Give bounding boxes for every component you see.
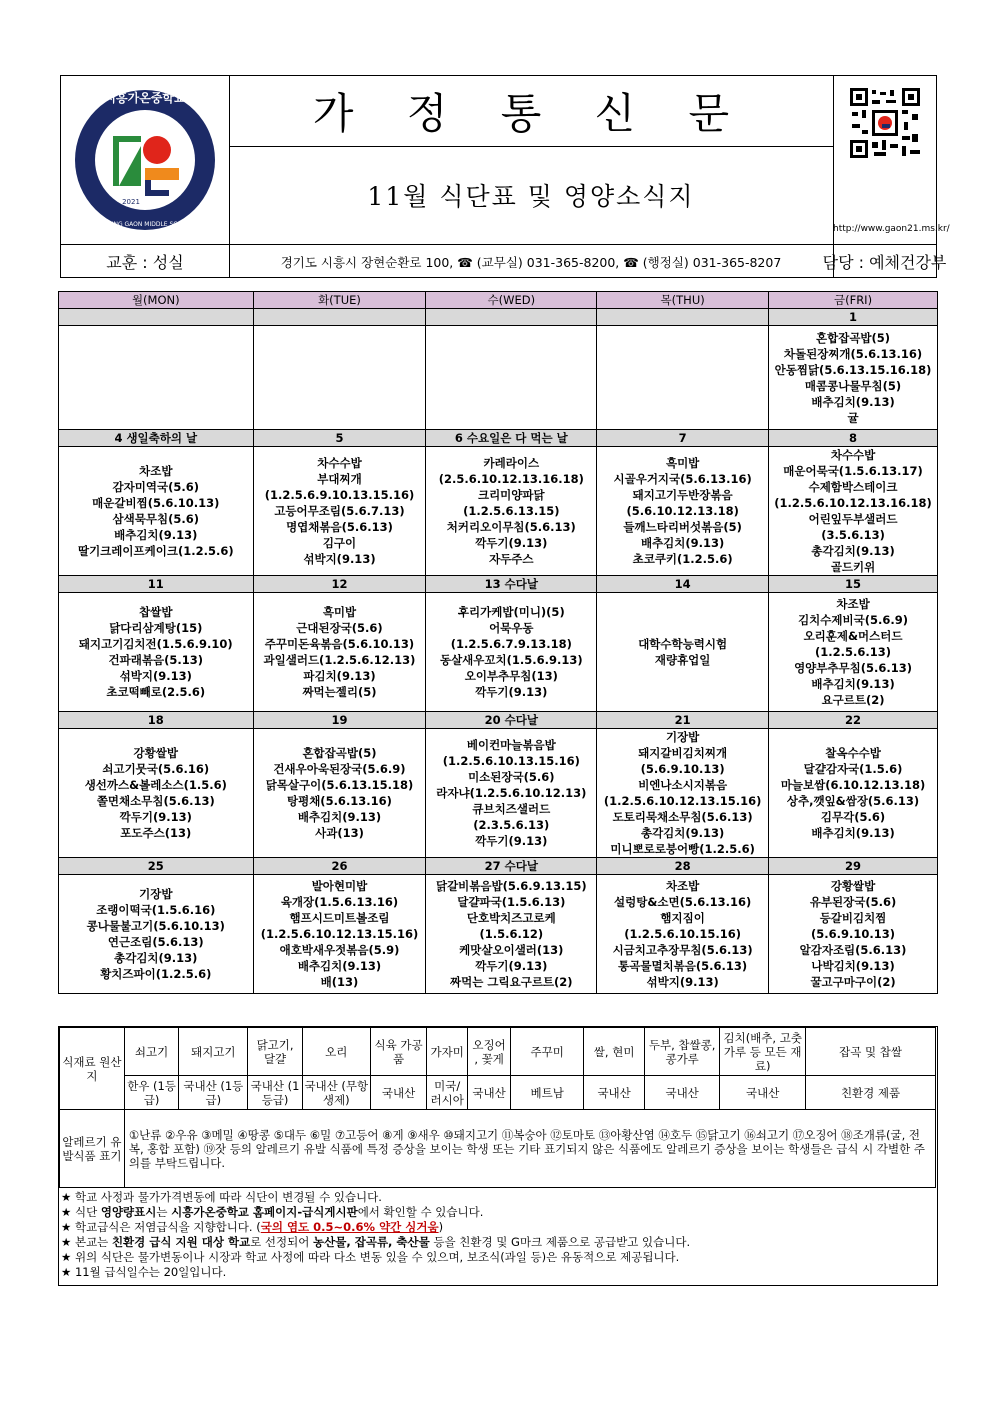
origin-name-row (60, 1028, 936, 1076)
date-cell: 19 (253, 712, 426, 729)
note-item (61, 1235, 931, 1250)
menu-item: 비엔나소시지볶음 (638, 778, 728, 792)
menu-item: 매운갈비찜(5.6.10.13) (92, 496, 220, 510)
meal-cell (426, 593, 597, 712)
menu-item: 총각김치(9.13) (114, 951, 198, 965)
menu-item: 영양부추무침(5.6.13) (794, 661, 912, 675)
menu-item: 배추김치(9.13) (640, 536, 725, 550)
date-cell: 21 (597, 712, 769, 729)
date-cell: 20 수다날 (426, 712, 597, 729)
menu-item: 설렁탕&소면(5.6.13.16) (614, 895, 752, 909)
menu-item: 달걀감자국(1.5.6) (803, 762, 903, 776)
origin-item-name: 돼지고기 (179, 1028, 248, 1076)
origin-item-name: 김치(배추, 고춧가루 등 모든 재료) (720, 1028, 806, 1076)
menu-item: 파김치(9.13) (303, 669, 376, 683)
menu-item: 수제함박스테이크 (808, 480, 898, 494)
meal-cell (597, 593, 769, 712)
menu-item: (1.2.5.6.10.12.13.15.16) (603, 794, 762, 808)
menu-item: 미소된장국(5.6) (468, 770, 555, 784)
department-in-charge: 담당 : 예체건강부 (822, 253, 947, 272)
menu-item: (1.2.5.6.9.10.13.15.16) (264, 488, 415, 502)
menu-item: 미니뽀로로붕어빵(1.2.5.6) (610, 842, 755, 856)
meal-cell (59, 593, 254, 712)
menu-item: 명엽채볶음(5.6.13) (286, 520, 393, 534)
origin-item-name: 두부, 찹쌀콩, 콩가루 (644, 1028, 719, 1076)
menu-item: 차수수밥 (830, 448, 876, 462)
date-cell: 6 수요일은 다 먹는 날 (426, 430, 597, 447)
meal-cell (769, 326, 938, 430)
meal-cell (426, 875, 597, 994)
date-cell: 13 수다날 (426, 576, 597, 593)
date-row (59, 858, 938, 875)
menu-item: 짜먹는젤리(5) (302, 685, 377, 699)
menu-item: 매콤콩나물무침(5) (804, 378, 902, 393)
menu-item: 처커리오이무침(5.6.13) (446, 520, 576, 534)
note-bold: 친환경 급식 지원 대상 학교 (111, 1235, 251, 1249)
menu-item: (1.2.5.6.10.15.16) (624, 927, 742, 941)
origin-item-value: 한우 (1등급) (124, 1076, 178, 1110)
menu-item: 돼지고기김치전(1.5.6.9.10) (78, 637, 233, 651)
menu-item: 돼지고기두반장볶음 (632, 488, 733, 502)
menu-item: 연근조림(5.6.13) (107, 935, 204, 949)
menu-item: 햄프시드미트볼조림 (289, 911, 390, 925)
menu-item: 차수수밥 (317, 456, 362, 470)
origin-item-value: 국내산 (584, 1076, 645, 1110)
date-cell (426, 309, 597, 326)
origin-item-value: 베트남 (511, 1076, 584, 1110)
menu-item: 혼합잡곡밥(5) (816, 330, 891, 345)
logo-ring-text: 시흥가온중학교 (104, 91, 186, 105)
meal-cell (59, 326, 254, 430)
origin-item-name: 닭고기, 달걀 (248, 1028, 302, 1076)
menu-item: 깍두기(9.13) (475, 685, 548, 699)
menu-item: (1.2.5.6.13.15) (463, 504, 560, 518)
menu-item: 라자냐(1.2.5.6.10.12.13) (436, 786, 587, 800)
page-title: 가 정 통 신 문 (229, 76, 833, 147)
note-text: 로 선정되어 (250, 1235, 314, 1249)
meal-cell (426, 729, 597, 858)
menu-item: 주꾸미돈육볶음(5.6.10.13) (264, 637, 415, 651)
menu-item: 통곡물멸치볶음(5.6.13) (618, 959, 748, 973)
menu-item: 강황쌀밥 (133, 746, 178, 760)
menu-item: 삼색묵무침(5.6) (112, 512, 199, 526)
menu-item: (1.2.5.6.10.12.13.16.18) (774, 496, 932, 510)
menu-item: 딸기크레이프케이크(1.2.5.6) (77, 544, 234, 558)
menu-item: 햄지짐이 (660, 911, 705, 925)
date-cell: 18 (59, 712, 254, 729)
menu-item: 등갈비김치찜 (819, 911, 887, 925)
salt-note: 국의 염도 0.5~0.6% 약간 싱거움 (260, 1220, 439, 1234)
school-motto: 교훈 : 성실 (61, 245, 230, 278)
meal-cell (253, 326, 426, 430)
date-row (59, 430, 938, 447)
menu-item: 사과(13) (315, 826, 364, 840)
menu-item: 어린잎두부샐러드 (808, 512, 898, 526)
menu-item: 차돌된장찌개(5.6.13.16) (783, 346, 923, 361)
homepage-url[interactable]: http://www.gaon21.ms.kr/ (833, 224, 950, 234)
date-cell (253, 309, 426, 326)
menu-item: 오이부추무침(13) (464, 669, 558, 683)
note-bold: 시흥가온중학교 홈페이지-급식게시판 (171, 1205, 358, 1219)
meal-cell (597, 729, 769, 858)
origin-item-name: 오징어 , 꽃게 (468, 1028, 511, 1076)
menu-item: 마늘보쌈(6.10.12.13.18) (780, 778, 926, 792)
title-cell (229, 76, 834, 244)
menu-item: 베이컨마늘볶음밥 (466, 738, 556, 752)
note-item: ★ 11월 급식일수는 20일입니다. (61, 1265, 227, 1279)
menu-item: 단호박치즈고로케 (466, 911, 556, 925)
menu-item: 육개장(1.5.6.13.16) (280, 895, 399, 909)
menu-item: 동살새우꼬치(1.5.6.9.13) (439, 653, 583, 667)
menu-item: 찰옥수수밥 (825, 746, 881, 760)
meal-cell (769, 593, 938, 712)
menu-item: 건새우아욱된장국(5.6.9) (273, 762, 406, 776)
menu-item: 배추김치(9.13) (297, 959, 382, 973)
menu-item: 감자미역국(5.6) (112, 480, 199, 494)
weekday-header: 수(WED) (426, 292, 597, 309)
origin-label: 식재료 원산지 (60, 1028, 125, 1110)
notes-list (61, 1190, 931, 1280)
origin-item-name: 주꾸미 (511, 1028, 584, 1076)
menu-item: 섞박지(9.13) (303, 552, 376, 566)
meal-row (59, 729, 938, 858)
menu-item: 상추,깻잎&쌈장(5.6.13) (786, 794, 920, 808)
school-address: 경기도 시흥시 장현순환로 100, ☎ (교무실) 031-365-8200, ☎ (행정실) 031-365-8207 (229, 245, 834, 278)
menu-item: 김구이 (322, 536, 357, 550)
logo-year: 2021 (122, 198, 140, 206)
logo-cell (61, 76, 230, 244)
menu-item: 배추김치(9.13) (811, 394, 895, 409)
menu-item: 도토리묵채소무침(5.6.13) (612, 810, 753, 824)
info-row (61, 244, 947, 278)
origin-value-row (60, 1076, 936, 1110)
meal-cell (253, 875, 426, 994)
meal-cell (426, 447, 597, 576)
menu-item: 차조밥 (139, 464, 173, 478)
menu-item: 부대찌개 (317, 472, 362, 486)
menu-item: 포도주스(13) (120, 826, 192, 840)
allergy-list: ①난류 ②우유 ③메밀 ④땅콩 ⑤대두 ⑥밀 ⑦고등어 ⑧게 ⑨새우 ⑩돼지고기 ⑪복숭아 ⑫토마토 ⑬아황산염 ⑭호두 ⑮닭고기 ⑯쇠고기 ⑰오징어 ⑱조개류(굴, 전복, 홍합 포함) ⑲잣 등의 알레르기 유발 식품에 특정 증상을 보이는 학생 또는 기타 표기되지 않은 식품에도 알레르기 증상을 보이는 학생들은 급식 시 각별한 주의를 부탁드립니다. (124, 1110, 935, 1188)
menu-item: 건파래볶음(5.13) (108, 653, 203, 667)
menu-item: (1.2.5.6.13) (815, 645, 892, 659)
menu-item: 꿀고구마구이(2) (810, 975, 896, 989)
menu-item: 차조밥 (836, 597, 870, 611)
date-cell: 12 (253, 576, 426, 593)
note-text: ★ 본교는 (61, 1235, 112, 1249)
menu-item: 강황쌀밥 (830, 879, 876, 893)
menu-item: (1.2.5.6.10.13.15.16) (442, 754, 580, 768)
date-cell: 8 (769, 430, 938, 447)
weekday-header: 화(TUE) (253, 292, 426, 309)
date-cell (59, 309, 254, 326)
menu-item: 섞박지(9.13) (119, 669, 192, 683)
origin-item-name: 오리 (302, 1028, 370, 1076)
menu-item: (1.5.6.12) (479, 927, 544, 941)
menu-item: 닭다리삼계탕(15) (109, 621, 203, 635)
menu-item: 깍두기(9.13) (475, 834, 548, 848)
origin-allergy-box (58, 1026, 938, 1286)
menu-item: 재량휴업일 (654, 653, 711, 667)
menu-item: 나박김치(9.13) (811, 959, 895, 973)
menu-item: 흑미밥 (665, 456, 700, 470)
date-cell: 14 (597, 576, 769, 593)
weekday-header: 월(MON) (59, 292, 254, 309)
origin-item-name: 쌀, 현미 (584, 1028, 645, 1076)
note-item: ★ 위의 식단은 물가변동이나 시장과 학교 사정에 따라 다소 변동 있을 수 있으며, 보조식(과일 등)은 유동적으로 제공됩니다. (61, 1250, 680, 1264)
menu-item: 후리가케밥(미니)(5) (457, 605, 565, 619)
menu-item: 시골우거지국(5.6.13.16) (613, 472, 752, 486)
date-cell: 11 (59, 576, 254, 593)
menu-item: 찹쌀밥 (139, 605, 173, 619)
menu-item: 안동찜닭(5.6.13.15.16.18) (774, 362, 932, 377)
origin-table (59, 1027, 936, 1188)
origin-item-value: 국내산 (468, 1076, 511, 1110)
meal-cell (59, 875, 254, 994)
allergy-label: 알레르기 유발식품 표기 (60, 1110, 125, 1188)
menu-item: 기장밥 (665, 730, 700, 744)
menu-item: 대학수학능력시험 (638, 637, 728, 651)
origin-item-value: 국내산 (644, 1076, 719, 1110)
note-text: ★ 학교급식은 저염급식을 지향합니다. ( (61, 1220, 261, 1234)
qr-code-icon (850, 88, 920, 158)
menu-item: 요구르트(2) (821, 693, 885, 707)
menu-item: 크리미양파닭 (477, 488, 545, 502)
menu-item: 돼지갈비김치찌개 (638, 746, 728, 760)
menu-item: 탕평채(5.6.13.16) (286, 794, 392, 808)
meal-row (59, 593, 938, 712)
menu-item: 깍두기(9.13) (119, 810, 192, 824)
menu-item: 초코쿠키(1.2.5.6) (632, 552, 733, 566)
menu-item: 카레라이스 (483, 456, 540, 470)
menu-item: 근대된장국(5.6) (296, 621, 383, 635)
date-cell: 5 (253, 430, 426, 447)
origin-item-name: 잡곡 및 찹쌀 (806, 1028, 936, 1076)
menu-item: (1.2.5.6.7.9.13.18) (450, 637, 572, 651)
menu-item: 오리훈제&머스터드 (803, 629, 903, 643)
origin-item-value: 국내산 (1등급) (248, 1076, 302, 1110)
menu-item: (5.6.10.12.13.18) (626, 504, 739, 518)
origin-item-name: 식육 가공품 (370, 1028, 427, 1076)
note-text: ) (438, 1220, 444, 1234)
menu-item: 귤 (847, 410, 859, 425)
meal-row (59, 326, 938, 430)
origin-item-name: 쇠고기 (124, 1028, 178, 1076)
menu-item: 과일샐러드(1.2.5.6.12.13) (263, 653, 416, 667)
date-cell: 29 (769, 858, 938, 875)
header-box (60, 75, 950, 278)
logo-eng-text: SIHEUNG GAON MIDDLE SCHOOL (95, 221, 195, 228)
date-cell: 26 (253, 858, 426, 875)
menu-item: (1.2.5.6.10.12.13.15.16) (260, 927, 419, 941)
weekday-header: 목(THU) (597, 292, 769, 309)
note-item (61, 1220, 931, 1235)
origin-item-value: 국내산 (무항생제) (302, 1076, 370, 1110)
menu-item: 닭목살구이(5.6.13.15.18) (265, 778, 414, 792)
menu-item: 골드키위 (830, 560, 876, 574)
menu-item: 배추김치(9.13) (811, 826, 895, 840)
menu-item: 짜먹는 그릭요구르트(2) (450, 975, 573, 989)
note-text: 등을 친환경 및 G마크 제품으로 공급받고 있습니다. (429, 1235, 691, 1249)
date-cell: 1 (769, 309, 938, 326)
menu-item: 알감자조림(5.6.13) (799, 943, 907, 957)
menu-item: 쇠고기뭇국(5.6.16) (102, 762, 210, 776)
meal-cell (769, 729, 938, 858)
menu-item: 매운어묵국(1.5.6.13.17) (783, 464, 923, 478)
meal-cell (769, 447, 938, 576)
menu-item: 시금치고추장무침(5.6.13) (612, 943, 753, 957)
meal-row (59, 447, 938, 576)
menu-item: 콩나물불고기(5.6.10.13) (86, 919, 225, 933)
origin-item-value: 친환경 제품 (806, 1076, 936, 1110)
origin-item-name: 가자미 (427, 1028, 468, 1076)
meal-cell (597, 875, 769, 994)
menu-item: 기장밥 (139, 887, 173, 901)
menu-item: (5.6.9.10.13) (811, 927, 896, 941)
menu-item: 달걀파국(1.5.6.13) (457, 895, 566, 909)
meal-cell (597, 447, 769, 576)
meal-cell (769, 875, 938, 994)
date-cell: 4 생일축하의 날 (59, 430, 254, 447)
origin-item-value: 국내산 (720, 1076, 806, 1110)
weekday-header-row (59, 292, 938, 309)
note-bold: 영양량표시 (100, 1205, 157, 1219)
menu-item: 들깨느타리버섯볶음(5) (623, 520, 742, 534)
date-row (59, 309, 938, 326)
qr-cell (833, 76, 950, 244)
note-bold: 농산물, 잡곡류, 축산물 (313, 1235, 430, 1249)
menu-body (59, 309, 938, 994)
menu-item: 어묵우동 (489, 621, 534, 635)
menu-item: 배추김치(9.13) (114, 528, 198, 542)
date-cell: 28 (597, 858, 769, 875)
menu-item: 혼합잡곡밥(5) (302, 746, 377, 760)
menu-item: (5.6.9.10.13) (640, 762, 725, 776)
menu-item: 케맛살오이샐러(13) (459, 943, 564, 957)
note-text: 는 (156, 1205, 172, 1219)
origin-item-value: 미국/ 러시아 (427, 1076, 468, 1110)
menu-item: 흑미밥 (322, 605, 357, 619)
menu-item: 황치즈파이(1.2.5.6) (100, 967, 212, 981)
date-cell: 27 수다날 (426, 858, 597, 875)
allergy-row (60, 1110, 936, 1188)
menu-item: 쫄면채소무침(5.6.13) (96, 794, 215, 808)
menu-item: 고등어무조림(5.6.7.13) (274, 504, 405, 518)
menu-item: 깍두기(9.13) (475, 959, 548, 973)
note-text: 에서 확인할 수 있습니다. (357, 1205, 484, 1219)
date-cell (597, 309, 769, 326)
origin-item-value: 국내산 (370, 1076, 427, 1110)
date-cell: 25 (59, 858, 254, 875)
menu-item: (2.3.5.6.13) (473, 818, 550, 832)
note-item (61, 1205, 931, 1220)
menu-item: 섞박지(9.13) (646, 975, 719, 989)
menu-item: 차조밥 (665, 879, 700, 893)
menu-item: (3.5.6.13) (821, 528, 885, 542)
monthly-menu-table (58, 291, 938, 994)
school-logo (61, 76, 229, 244)
date-cell: 7 (597, 430, 769, 447)
menu-item: 깍두기(9.13) (475, 536, 548, 550)
menu-item: 조랭이떡국(1.5.6.16) (96, 903, 216, 917)
meal-cell (597, 326, 769, 430)
menu-item: 유부된장국(5.6) (809, 895, 897, 909)
meal-cell (253, 729, 426, 858)
menu-item: 배추김치(9.13) (811, 677, 895, 691)
menu-item: 배(13) (320, 975, 359, 989)
date-cell: 15 (769, 576, 938, 593)
menu-item: 발아현미밥 (311, 879, 368, 893)
meal-cell (426, 326, 597, 430)
date-row (59, 576, 938, 593)
menu-item: 초코떡빼로(2.5.6) (106, 685, 206, 699)
weekday-header: 금(FRI) (769, 292, 938, 309)
meal-cell (253, 593, 426, 712)
page-subtitle: 11월 식단표 및 영양소식지 (367, 182, 695, 211)
note-item: ★ 학교 사정과 물가가격변동에 따라 식단이 변경될 수 있습니다. (61, 1190, 382, 1204)
menu-item: 애호박새우젓볶음(5.9) (279, 943, 400, 957)
menu-item: 큐브치즈샐러드 (472, 802, 551, 816)
menu-item: 총각김치(9.13) (811, 544, 895, 558)
menu-item: 김무각(5.6) (820, 810, 886, 824)
date-cell: 22 (769, 712, 938, 729)
note-text: ★ 식단 (61, 1205, 101, 1219)
date-row (59, 712, 938, 729)
menu-item: 닭갈비볶음밥(5.6.9.13.15) (435, 879, 587, 893)
meal-cell (59, 447, 254, 576)
menu-item: (2.5.6.10.12.13.16.18) (438, 472, 584, 486)
menu-item: 김치수제비국(5.6.9) (798, 613, 908, 627)
menu-item: 자두주스 (489, 552, 534, 566)
menu-item: 배추김치(9.13) (297, 810, 382, 824)
origin-item-value: 국내산 (1등급) (179, 1076, 248, 1110)
meal-row (59, 875, 938, 994)
meal-cell (59, 729, 254, 858)
menu-item: 총각김치(9.13) (640, 826, 725, 840)
meal-cell (253, 447, 426, 576)
menu-item: 생선까스&볼레소스(1.5.6) (84, 778, 227, 792)
